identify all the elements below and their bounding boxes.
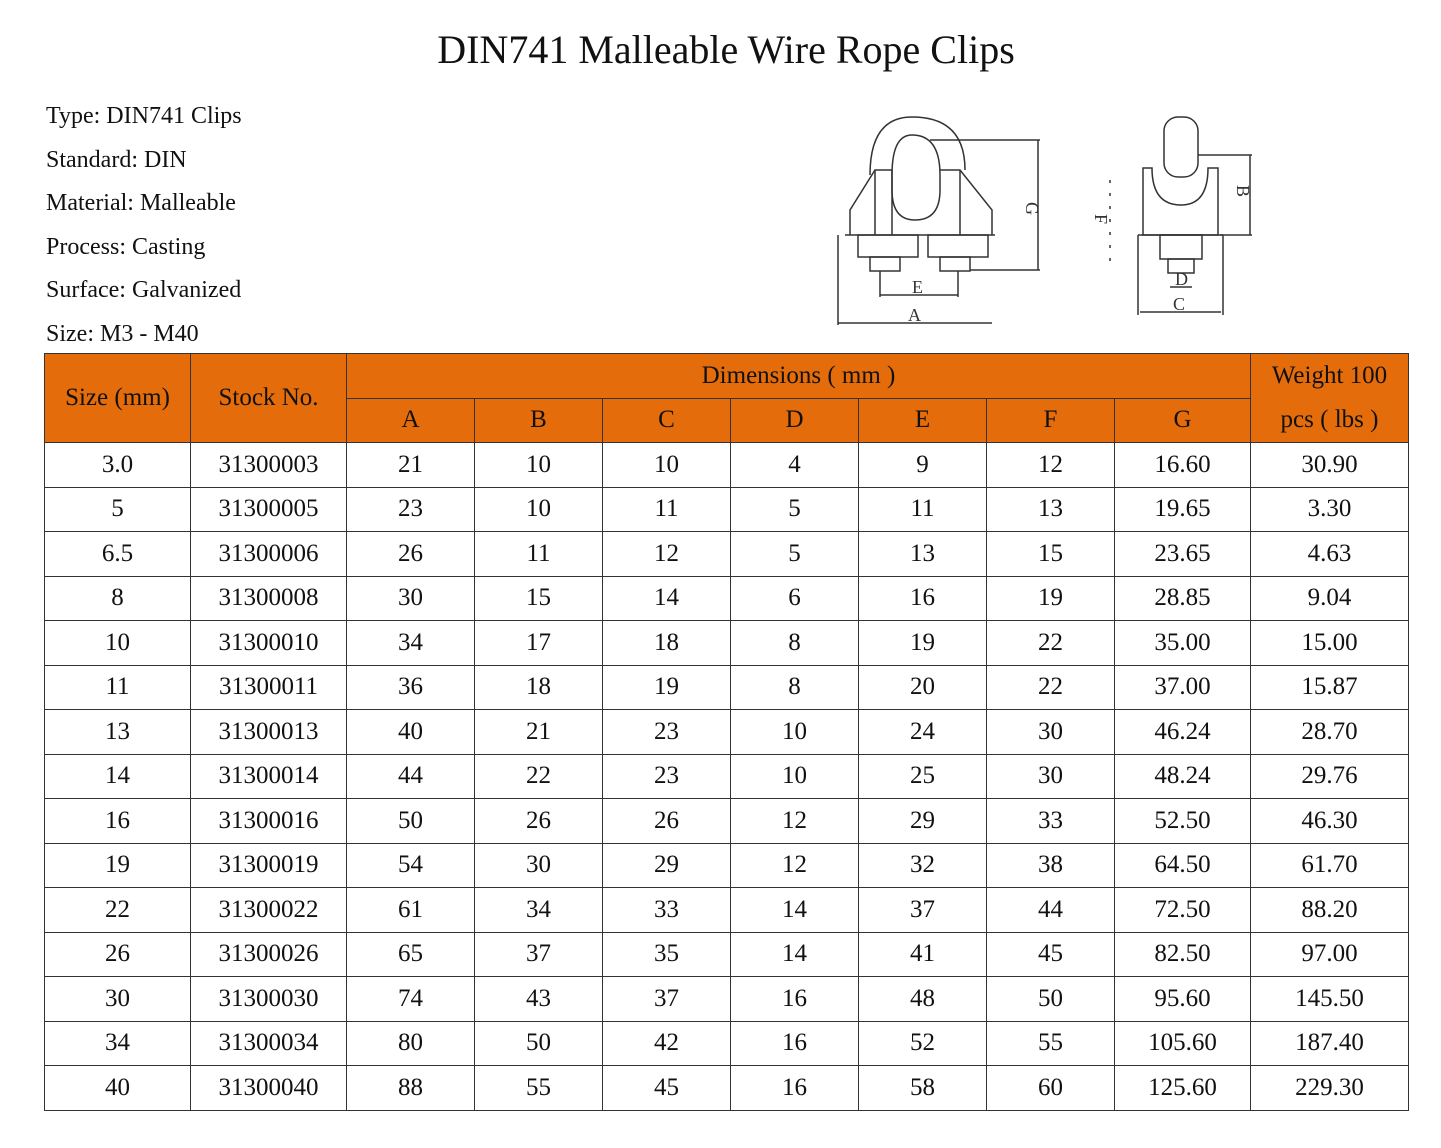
table-cell: 30 [347,576,475,621]
table-row [45,1021,1409,1066]
table-cell: 74 [347,977,475,1022]
table-cell: 19 [603,665,731,710]
table-cell: 46.30 [1251,799,1409,844]
table-row [45,932,1409,977]
table-cell: 52 [859,1021,987,1066]
table-cell: 37 [603,977,731,1022]
table-cell: 187.40 [1251,1021,1409,1066]
table-cell: 10 [731,754,859,799]
table-cell: 31300013 [191,710,347,755]
table-cell: 8 [731,665,859,710]
table-cell: 61.70 [1251,843,1409,888]
table-cell: 10 [603,443,731,488]
table-cell: 5 [731,532,859,577]
table-row [45,754,1409,799]
table-cell: 29 [603,843,731,888]
spec-standard: Standard: DIN [46,146,187,173]
table-cell: 8 [45,576,191,621]
table-cell: 12 [731,799,859,844]
table-row [45,1066,1409,1111]
table-cell: 19 [859,621,987,666]
table-cell: 30 [45,977,191,1022]
header-dimensions: Dimensions ( mm ) [347,354,1251,399]
table-row [45,576,1409,621]
table-cell: 44 [347,754,475,799]
table-cell: 22 [987,665,1115,710]
table-row [45,799,1409,844]
table-cell: 38 [987,843,1115,888]
table-cell: 31300022 [191,888,347,933]
label-c: C [1173,294,1186,314]
spec-size: Size: M3 - M40 [46,320,199,347]
table-cell: 36 [347,665,475,710]
specs-table [44,353,1409,1111]
table-cell: 13 [45,710,191,755]
page-title: DIN741 Malleable Wire Rope Clips [437,27,1015,72]
header-dim-a: A [347,398,475,443]
table-cell: 50 [987,977,1115,1022]
table-cell: 15.00 [1251,621,1409,666]
table-cell: 6 [731,576,859,621]
table-cell: 21 [347,443,475,488]
table-cell: 5 [731,487,859,532]
table-cell: 45 [603,1066,731,1111]
table-cell: 28.70 [1251,710,1409,755]
header-weight-line1: Weight 100 [1271,362,1388,389]
table-cell: 97.00 [1251,932,1409,977]
table-cell: 23.65 [1115,532,1251,577]
table-cell: 31300016 [191,799,347,844]
header-dim-b: B [475,398,603,443]
table-cell: 31300008 [191,576,347,621]
table-cell: 31300003 [191,443,347,488]
table-cell: 80 [347,1021,475,1066]
table-cell: 48 [859,977,987,1022]
table-cell: 22 [45,888,191,933]
table-cell: 29.76 [1251,754,1409,799]
spec-process: Process: Casting [46,233,206,260]
table-cell: 61 [347,888,475,933]
table-cell: 26 [347,532,475,577]
table-cell: 37 [475,932,603,977]
table-row [45,888,1409,933]
table-cell: 33 [603,888,731,933]
table-cell: 14 [45,754,191,799]
table-cell: 5 [45,487,191,532]
table-cell: 34 [347,621,475,666]
header-size: Size (mm) [45,354,191,443]
table-cell: 125.60 [1115,1066,1251,1111]
table-cell: 11 [603,487,731,532]
table-cell: 50 [475,1021,603,1066]
table-cell: 34 [475,888,603,933]
table-cell: 30.90 [1251,443,1409,488]
table-cell: 8 [731,621,859,666]
label-f: F [1091,214,1111,225]
table-cell: 40 [347,710,475,755]
table-cell: 16 [731,1021,859,1066]
table-cell: 14 [731,888,859,933]
table-cell: 50 [347,799,475,844]
table-cell: 64.50 [1115,843,1251,888]
table-cell: 33 [987,799,1115,844]
table-cell: 31300014 [191,754,347,799]
table-cell: 31300011 [191,665,347,710]
table-cell: 6.5 [45,532,191,577]
spec-list [46,98,242,360]
table-cell: 30 [987,710,1115,755]
table-cell: 37 [859,888,987,933]
table-cell: 4.63 [1251,532,1409,577]
table-cell: 16 [731,977,859,1022]
table-cell: 31300005 [191,487,347,532]
label-b: B [1233,185,1253,198]
table-cell: 15 [475,576,603,621]
table-cell: 72.50 [1115,888,1251,933]
table-cell: 55 [475,1066,603,1111]
table-cell: 11 [859,487,987,532]
table-cell: 18 [603,621,731,666]
table-cell: 24 [859,710,987,755]
table-cell: 145.50 [1251,977,1409,1022]
table-cell: 10 [731,710,859,755]
table-cell: 13 [987,487,1115,532]
spec-surface: Surface: Galvanized [46,277,242,304]
table-cell: 31300019 [191,843,347,888]
table-cell: 22 [987,621,1115,666]
label-e: E [912,277,923,297]
table-cell: 26 [475,799,603,844]
table-cell: 19.65 [1115,487,1251,532]
table-cell: 54 [347,843,475,888]
table-cell: 35 [603,932,731,977]
table-cell: 44 [987,888,1115,933]
table-cell: 3.30 [1251,487,1409,532]
table-cell: 12 [987,443,1115,488]
table-cell: 28.85 [1115,576,1251,621]
table-cell: 26 [45,932,191,977]
table-cell: 46.24 [1115,710,1251,755]
table-cell: 9 [859,443,987,488]
table-cell: 13 [859,532,987,577]
table-cell: 88 [347,1066,475,1111]
header-dim-e: E [859,398,987,443]
table-cell: 23 [347,487,475,532]
table-cell: 14 [603,576,731,621]
table-cell: 52.50 [1115,799,1251,844]
table-cell: 22 [475,754,603,799]
table-cell: 48.24 [1115,754,1251,799]
table-cell: 31300030 [191,977,347,1022]
table-cell: 31300010 [191,621,347,666]
header-dim-f: F [987,398,1115,443]
label-d: D [1175,269,1188,289]
header-stock: Stock No. [191,354,347,443]
clip-diagram [830,105,1270,330]
header-dim-d: D [731,398,859,443]
table-cell: 11 [475,532,603,577]
table-cell: 4 [731,443,859,488]
table-row [45,487,1409,532]
table-cell: 26 [603,799,731,844]
table-cell: 25 [859,754,987,799]
table-cell: 23 [603,710,731,755]
label-a: A [908,305,921,325]
table-cell: 15.87 [1251,665,1409,710]
table-cell: 10 [475,487,603,532]
table-cell: 10 [45,621,191,666]
table-cell: 16.60 [1115,443,1251,488]
table-cell: 16 [45,799,191,844]
table-cell: 41 [859,932,987,977]
table-cell: 42 [603,1021,731,1066]
table-cell: 43 [475,977,603,1022]
table-row [45,710,1409,755]
table-cell: 16 [859,576,987,621]
table-cell: 30 [987,754,1115,799]
table-row [45,977,1409,1022]
label-g: G [1022,202,1042,215]
header-dim-c: C [603,398,731,443]
table-cell: 20 [859,665,987,710]
table-cell: 55 [987,1021,1115,1066]
table-cell: 23 [603,754,731,799]
table-row [45,443,1409,488]
spec-type: Type: DIN741 Clips [46,103,242,129]
header-weight-line2: pcs ( lbs ) [1280,406,1379,433]
table-cell: 45 [987,932,1115,977]
table-cell: 19 [987,576,1115,621]
table-cell: 11 [45,665,191,710]
table-cell: 21 [475,710,603,755]
table-cell: 60 [987,1066,1115,1111]
table-cell: 29 [859,799,987,844]
table-cell: 3.0 [45,443,191,488]
table-cell: 65 [347,932,475,977]
table-cell: 16 [731,1066,859,1111]
table-cell: 12 [731,843,859,888]
table-cell: 34 [45,1021,191,1066]
table-cell: 12 [603,532,731,577]
table-cell: 9.04 [1251,576,1409,621]
table-cell: 31300006 [191,532,347,577]
table-cell: 30 [475,843,603,888]
table-cell: 40 [45,1066,191,1111]
table-cell: 105.60 [1115,1021,1251,1066]
table-row [45,532,1409,577]
table-cell: 15 [987,532,1115,577]
spec-material: Material: Malleable [46,190,236,217]
table-cell: 17 [475,621,603,666]
table-cell: 18 [475,665,603,710]
table-cell: 14 [731,932,859,977]
table-cell: 229.30 [1251,1066,1409,1111]
table-cell: 88.20 [1251,888,1409,933]
table-cell: 95.60 [1115,977,1251,1022]
table-cell: 31300034 [191,1021,347,1066]
header-dim-g: G [1115,398,1251,443]
table-cell: 35.00 [1115,621,1251,666]
table-cell: 82.50 [1115,932,1251,977]
table-cell: 19 [45,843,191,888]
table-cell: 58 [859,1066,987,1111]
table-row [45,843,1409,888]
table-cell: 31300026 [191,932,347,977]
table-cell: 37.00 [1115,665,1251,710]
table-row [45,621,1409,666]
table-row [45,665,1409,710]
table-cell: 32 [859,843,987,888]
table-cell: 31300040 [191,1066,347,1111]
table-cell: 10 [475,443,603,488]
header-weight [1251,354,1409,443]
